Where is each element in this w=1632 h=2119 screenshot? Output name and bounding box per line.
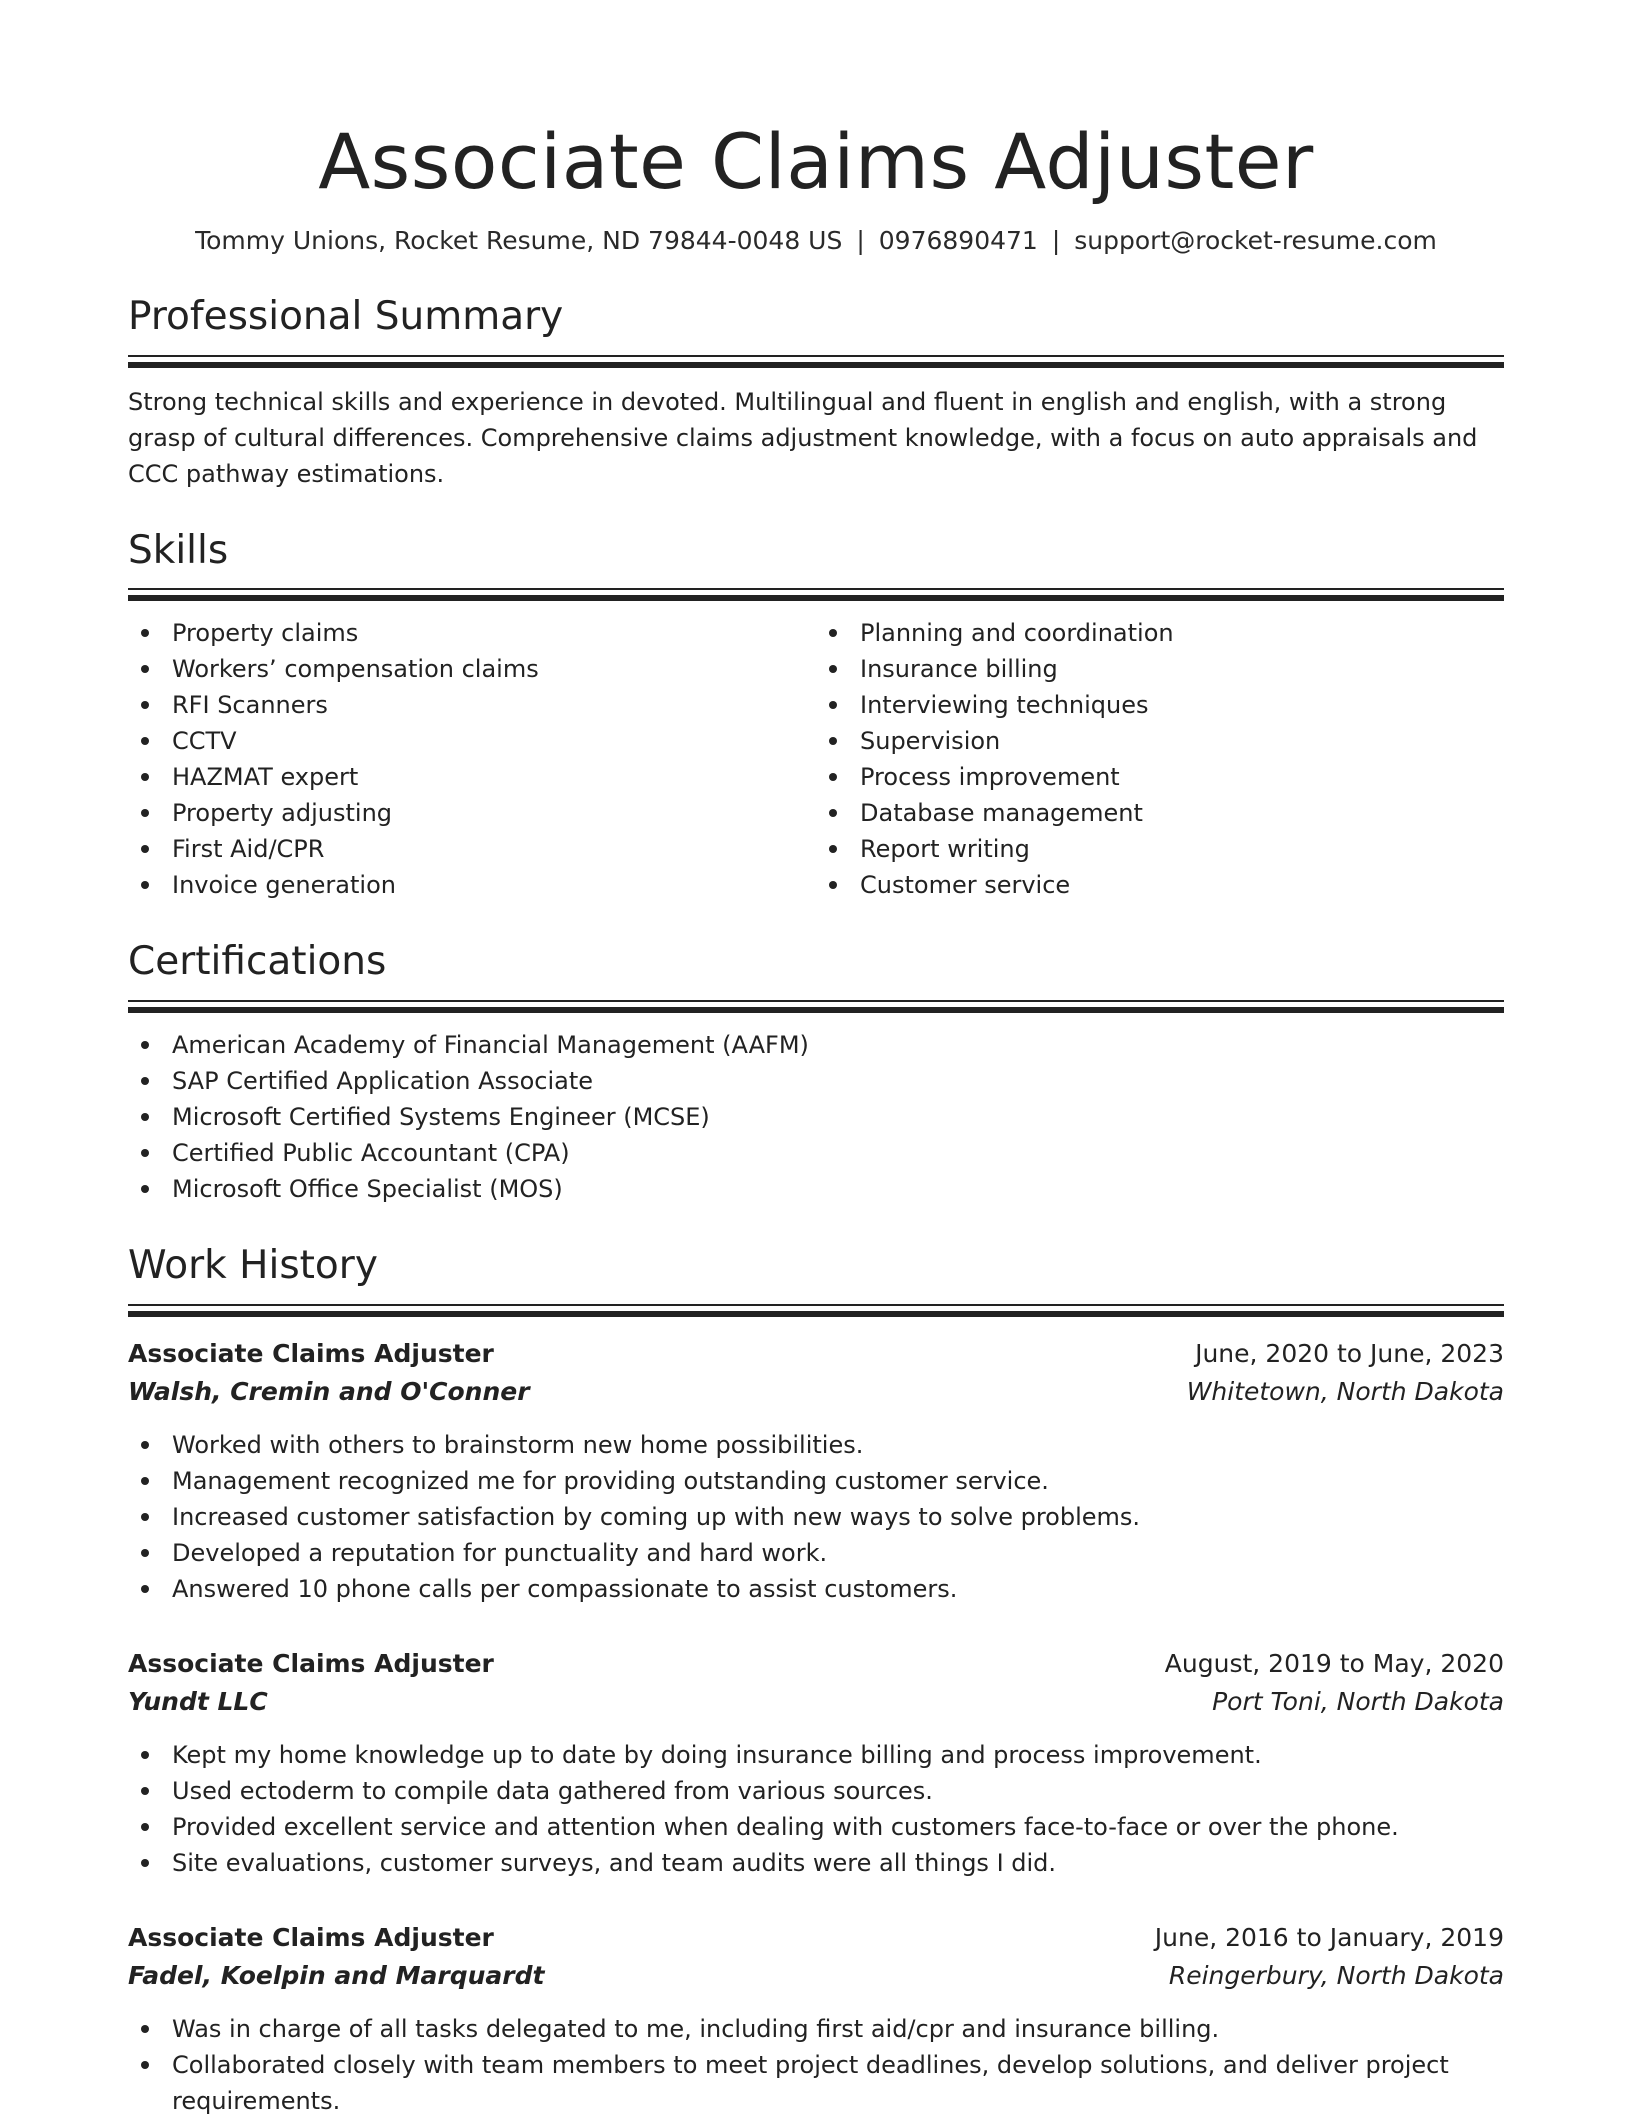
job-bullets xyxy=(128,1427,1504,1607)
bullet-icon xyxy=(141,1859,149,1867)
job-bullet-text: Increased customer satisfaction by coming up with new ways to solve problems. xyxy=(172,1503,1141,1532)
bullet-icon xyxy=(829,665,837,673)
contact-separator: | xyxy=(1051,226,1061,256)
bullet-icon xyxy=(141,1077,149,1085)
certification-item xyxy=(128,1063,1504,1099)
job-location: Port Toni, North Dakota xyxy=(1212,1687,1504,1717)
job-title: Associate Claims Adjuster xyxy=(128,1339,494,1369)
job-bullet-text: Kept my home knowledge up to date by doing insurance billing and process improvement. xyxy=(172,1741,1262,1770)
job-bullet-text: Collaborated closely with team members to meet project deadlines, develop solutions, and deliver project requirements. xyxy=(172,2051,1449,2116)
contact-address: Tommy Unions, Rocket Resume, ND 79844-0048 US xyxy=(195,226,843,256)
bullet-icon xyxy=(829,845,837,853)
job-bullet xyxy=(128,2047,1504,2119)
bullet-icon xyxy=(141,1149,149,1157)
skill-item-text: RFI Scanners xyxy=(172,691,328,720)
job-location: Reingerbury, North Dakota xyxy=(1168,1961,1504,1991)
bullet-icon xyxy=(141,881,149,889)
job-bullet-text: Was in charge of all tasks delegated to me, including first aid/cpr and insurance billing. xyxy=(172,2015,1220,2044)
job-bullet-text: Management recognized me for providing outstanding customer service. xyxy=(172,1467,1049,1496)
certification-item-text: Microsoft Certified Systems Engineer (MCSE) xyxy=(172,1103,710,1132)
certification-item xyxy=(128,1171,1504,1207)
skill-item-text: Property claims xyxy=(172,619,359,648)
bullet-icon xyxy=(829,629,837,637)
section-divider xyxy=(128,1311,1504,1317)
skill-item xyxy=(816,615,1504,651)
job-company: Walsh, Cremin and O'Conner xyxy=(128,1377,530,1407)
bullet-icon xyxy=(141,1041,149,1049)
bullet-icon xyxy=(141,665,149,673)
section-divider xyxy=(128,1304,1504,1306)
skill-item-text: CCTV xyxy=(172,727,237,756)
certification-item-text: American Academy of Financial Management (AAFM) xyxy=(172,1031,809,1060)
bullet-icon xyxy=(141,1113,149,1121)
job-bullet xyxy=(128,1571,1504,1607)
job-bullet xyxy=(128,1463,1504,1499)
skill-item-text: Planning and coordination xyxy=(860,619,1174,648)
job-bullet-text: Developed a reputation for punctuality and hard work. xyxy=(172,1539,828,1568)
job-bullets xyxy=(128,2011,1504,2119)
job-bullet xyxy=(128,1499,1504,1535)
job-title: Associate Claims Adjuster xyxy=(128,1649,494,1679)
job-bullet xyxy=(128,1535,1504,1571)
skill-item xyxy=(816,831,1504,867)
skill-item-text: Supervision xyxy=(860,727,1001,756)
skill-item-text: Workers’ compensation claims xyxy=(172,655,539,684)
bullet-icon xyxy=(141,1751,149,1759)
certification-item-text: SAP Certified Application Associate xyxy=(172,1067,593,1096)
job-bullet-text: Used ectoderm to compile data gathered from various sources. xyxy=(172,1777,933,1806)
bullet-icon xyxy=(141,1787,149,1795)
contact-email: support@rocket-resume.com xyxy=(1074,226,1437,256)
job-bullet xyxy=(128,1427,1504,1463)
job-bullet xyxy=(128,1773,1504,1809)
skill-item xyxy=(816,867,1504,903)
job-dates: June, 2020 to June, 2023 xyxy=(1195,1339,1504,1369)
bullet-icon xyxy=(829,701,837,709)
certifications-heading: Certifications xyxy=(128,939,387,985)
skills-heading: Skills xyxy=(128,527,229,573)
job-dates: August, 2019 to May, 2020 xyxy=(1164,1649,1504,1679)
contact-line xyxy=(128,225,1504,258)
skill-item-text: Insurance billing xyxy=(860,655,1058,684)
bullet-icon xyxy=(141,701,149,709)
job-bullet xyxy=(128,1737,1504,1773)
job-bullets xyxy=(128,1737,1504,1881)
skill-item xyxy=(128,831,816,867)
skills-columns xyxy=(128,615,1504,903)
job-entry xyxy=(128,1645,1504,1881)
bullet-icon xyxy=(141,1823,149,1831)
summary-heading: Professional Summary xyxy=(128,293,564,339)
bullet-icon xyxy=(141,1185,149,1193)
bullet-icon xyxy=(829,737,837,745)
job-bullet xyxy=(128,2011,1504,2047)
skills-list-right xyxy=(816,615,1504,903)
skill-item-text: HAZMAT expert xyxy=(172,763,359,792)
section-divider xyxy=(128,1000,1504,1002)
skill-item xyxy=(816,687,1504,723)
bullet-icon xyxy=(141,737,149,745)
certifications-list xyxy=(128,1027,1504,1207)
skill-item xyxy=(128,795,816,831)
bullet-icon xyxy=(141,845,149,853)
skill-item-text: Property adjusting xyxy=(172,799,393,828)
job-location: Whitetown, North Dakota xyxy=(1186,1377,1504,1407)
bullet-icon xyxy=(141,1441,149,1449)
summary-section xyxy=(128,294,1504,492)
job-entry xyxy=(128,1919,1504,2119)
job-bullet-text: Site evaluations, customer surveys, and team audits were all things I did. xyxy=(172,1849,1057,1878)
skill-item-text: Process improvement xyxy=(860,763,1120,792)
certification-item xyxy=(128,1099,1504,1135)
job-dates: June, 2016 to January, 2019 xyxy=(1154,1923,1504,1953)
work-history-heading: Work History xyxy=(128,1243,378,1289)
skill-item xyxy=(816,795,1504,831)
job-entry xyxy=(128,1335,1504,1607)
certification-item xyxy=(128,1027,1504,1063)
skill-item-text: Report writing xyxy=(860,835,1030,864)
bullet-icon xyxy=(829,881,837,889)
skills-column-right xyxy=(816,615,1504,903)
section-divider xyxy=(128,1007,1504,1013)
skill-item xyxy=(816,723,1504,759)
job-company: Fadel, Koelpin and Marquardt xyxy=(128,1961,545,1991)
skill-item-text: Database management xyxy=(860,799,1143,828)
skill-item xyxy=(128,867,816,903)
skills-column-left xyxy=(128,615,816,903)
skill-item xyxy=(128,615,816,651)
bullet-icon xyxy=(829,809,837,817)
contact-separator: | xyxy=(856,226,865,256)
certification-item-text: Certified Public Accountant (CPA) xyxy=(172,1139,570,1168)
certifications-section xyxy=(128,939,1504,1207)
bullet-icon xyxy=(141,773,149,781)
bullet-icon xyxy=(141,1513,149,1521)
certification-item-text: Microsoft Office Specialist (MOS) xyxy=(172,1175,563,1204)
section-divider xyxy=(128,362,1504,368)
job-company: Yundt LLC xyxy=(128,1687,268,1717)
job-bullet-text: Answered 10 phone calls per compassionate to assist customers. xyxy=(172,1575,958,1604)
skill-item xyxy=(128,687,816,723)
skill-item xyxy=(128,759,816,795)
bullet-icon xyxy=(141,2025,149,2033)
summary-text: Strong technical skills and experience in devoted. Multilingual and fluent in english and english, with a strong grasp of cultural differences. Comprehensive claims adjustment knowledge, with a focus on auto appraisals and CCC pathway estimations. xyxy=(128,387,1478,488)
job-bullet-text: Worked with others to brainstorm new home possibilities. xyxy=(172,1431,864,1460)
section-divider xyxy=(128,588,1504,590)
bullet-icon xyxy=(141,1477,149,1485)
section-divider xyxy=(128,595,1504,601)
skill-item xyxy=(128,651,816,687)
skills-section xyxy=(128,528,1504,904)
bullet-icon xyxy=(141,809,149,817)
skill-item-text: First Aid/CPR xyxy=(172,835,325,864)
job-bullet xyxy=(128,1809,1504,1845)
bullet-icon xyxy=(829,773,837,781)
bullet-icon xyxy=(141,2061,149,2069)
skills-list-left xyxy=(128,615,816,903)
skill-item-text: Customer service xyxy=(860,871,1071,900)
job-bullet xyxy=(128,1845,1504,1881)
certification-item xyxy=(128,1135,1504,1171)
work-history-section xyxy=(128,1243,1504,2119)
bullet-icon xyxy=(141,629,149,637)
job-title: Associate Claims Adjuster xyxy=(128,1923,494,1953)
contact-phone: 0976890471 xyxy=(878,226,1038,256)
resume-title: Associate Claims Adjuster xyxy=(318,117,1314,206)
skill-item xyxy=(816,759,1504,795)
section-divider xyxy=(128,355,1504,357)
bullet-icon xyxy=(141,1549,149,1557)
job-bullet-text: Provided excellent service and attention when dealing with customers face-to-face or over the phone. xyxy=(172,1813,1399,1842)
skill-item-text: Interviewing techniques xyxy=(860,691,1149,720)
bullet-icon xyxy=(141,1585,149,1593)
skill-item xyxy=(816,651,1504,687)
skill-item-text: Invoice generation xyxy=(172,871,396,900)
skill-item xyxy=(128,723,816,759)
